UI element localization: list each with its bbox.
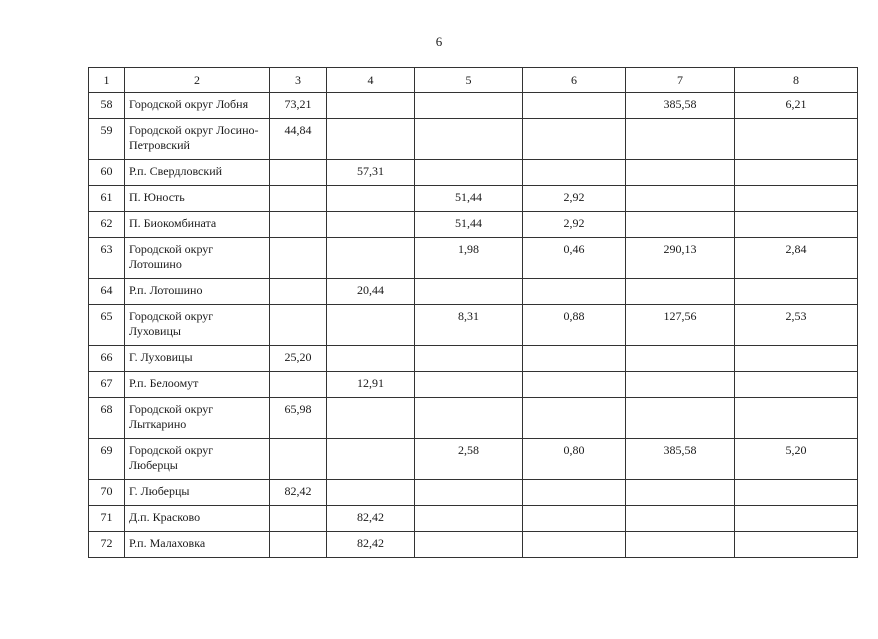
row-number: 61 [89,186,125,212]
table-cell [327,439,415,480]
table-cell: 73,21 [270,93,327,119]
table-cell [415,160,523,186]
table-cell [735,506,858,532]
table-cell [415,119,523,160]
table-cell [270,305,327,346]
table-cell [735,480,858,506]
row-number: 59 [89,119,125,160]
table-cell [327,238,415,279]
column-header: 7 [626,68,735,93]
settlement-name: Городской округ Лосино-Петровский [125,119,270,160]
table-cell [523,93,626,119]
table-cell [626,346,735,372]
table-cell [523,279,626,305]
table-cell [626,506,735,532]
row-number: 58 [89,93,125,119]
table-cell [735,372,858,398]
table-row [89,532,858,558]
table-cell [735,212,858,238]
table-cell: 0,46 [523,238,626,279]
table-cell [415,372,523,398]
table-cell: 44,84 [270,119,327,160]
settlement-name: Городской округ Лотошино [125,238,270,279]
table-cell [415,480,523,506]
table-row [89,346,858,372]
table-cell [523,398,626,439]
table-row [89,372,858,398]
settlement-name: П. Биокомбината [125,212,270,238]
table-cell [626,212,735,238]
table-cell [327,398,415,439]
table-cell [626,372,735,398]
table-cell [415,506,523,532]
table-cell [523,372,626,398]
table-cell [626,398,735,439]
row-number: 63 [89,238,125,279]
table-cell: 1,98 [415,238,523,279]
table-cell [523,160,626,186]
table-row [89,119,858,160]
table-cell [270,160,327,186]
table-cell [735,398,858,439]
table-cell [270,279,327,305]
table-cell [735,346,858,372]
table-cell: 8,31 [415,305,523,346]
column-header: 2 [125,68,270,93]
table-cell: 51,44 [415,186,523,212]
table-cell [735,186,858,212]
table-cell: 51,44 [415,212,523,238]
page-number: 6 [435,34,443,49]
table-cell [327,186,415,212]
table-cell: 290,13 [626,238,735,279]
table-cell [415,398,523,439]
table-row [89,279,858,305]
row-number: 60 [89,160,125,186]
row-number: 70 [89,480,125,506]
table-cell: 385,58 [626,439,735,480]
settlement-name: Городской округ Лобня [125,93,270,119]
table-cell [735,279,858,305]
table-row [89,212,858,238]
row-number: 72 [89,532,125,558]
column-header: 8 [735,68,858,93]
table-cell [626,279,735,305]
table-cell: 57,31 [327,160,415,186]
table-cell [523,480,626,506]
table-cell [270,439,327,480]
table-cell [327,480,415,506]
table-cell: 0,80 [523,439,626,480]
table-cell [415,93,523,119]
table-cell: 5,20 [735,439,858,480]
table-cell [735,119,858,160]
table-row [89,186,858,212]
row-number: 64 [89,279,125,305]
column-header: 6 [523,68,626,93]
settlement-name: Р.п. Лотошино [125,279,270,305]
table-row [89,238,858,279]
table-cell [327,346,415,372]
table-cell [270,506,327,532]
table-row [89,93,858,119]
table-cell [626,532,735,558]
table-cell: 65,98 [270,398,327,439]
settlement-name: П. Юность [125,186,270,212]
settlement-name: Р.п. Малаховка [125,532,270,558]
table-cell [270,532,327,558]
table-row [89,305,858,346]
table-cell [626,186,735,212]
table-cell: 82,42 [327,506,415,532]
data-table [88,67,858,558]
row-number: 68 [89,398,125,439]
table-cell [415,346,523,372]
table-cell [523,119,626,160]
table-cell [270,238,327,279]
table-cell [327,305,415,346]
table-cell [270,372,327,398]
settlement-name: Г. Луховицы [125,346,270,372]
table-cell: 2,53 [735,305,858,346]
row-number: 65 [89,305,125,346]
table-cell: 6,21 [735,93,858,119]
table-cell [327,212,415,238]
settlement-name: Г. Люберцы [125,480,270,506]
table-row [89,160,858,186]
table-row [89,398,858,439]
table-cell [626,480,735,506]
row-number: 69 [89,439,125,480]
table-cell: 2,58 [415,439,523,480]
settlement-name: Р.п. Свердловский [125,160,270,186]
settlement-name: Городской округ Лыткарино [125,398,270,439]
table-cell [735,532,858,558]
settlement-name: Городской округ Луховицы [125,305,270,346]
table-cell: 25,20 [270,346,327,372]
column-header: 5 [415,68,523,93]
table-cell: 127,56 [626,305,735,346]
table-cell: 385,58 [626,93,735,119]
table-cell: 0,88 [523,305,626,346]
table-cell [626,119,735,160]
row-number: 67 [89,372,125,398]
table-cell [735,160,858,186]
row-number: 62 [89,212,125,238]
table-row [89,506,858,532]
table-cell [327,119,415,160]
table-cell [270,212,327,238]
row-number: 66 [89,346,125,372]
table-cell [270,186,327,212]
table-cell: 2,92 [523,212,626,238]
table-cell [415,279,523,305]
table-cell: 2,84 [735,238,858,279]
row-number: 71 [89,506,125,532]
settlement-name: Д.п. Красково [125,506,270,532]
column-header: 1 [89,68,125,93]
table-row [89,480,858,506]
table-cell [523,346,626,372]
table-cell: 2,92 [523,186,626,212]
table-cell: 20,44 [327,279,415,305]
table-cell [415,532,523,558]
settlement-name: Р.п. Белоомут [125,372,270,398]
table-cell: 12,91 [327,372,415,398]
table-cell [626,160,735,186]
table-cell [327,93,415,119]
table-cell [523,506,626,532]
table-cell: 82,42 [270,480,327,506]
column-header: 4 [327,68,415,93]
column-header: 3 [270,68,327,93]
table-row [89,439,858,480]
table-cell: 82,42 [327,532,415,558]
table-cell [523,532,626,558]
settlement-name: Городской округ Люберцы [125,439,270,480]
header-row [89,68,858,93]
